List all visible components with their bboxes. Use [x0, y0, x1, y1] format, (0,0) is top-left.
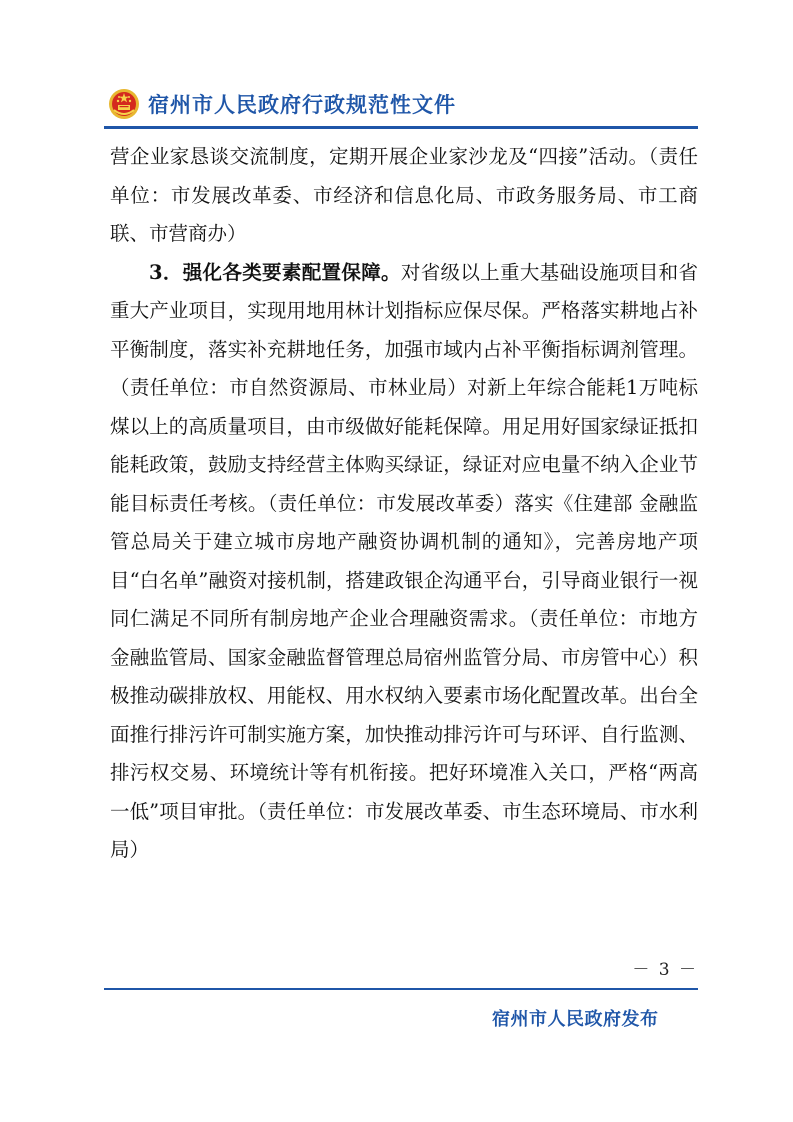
footer-divider [104, 988, 698, 990]
footer-publisher: 宿州市人民政府发布 [492, 1009, 659, 1030]
body-paragraph [110, 138, 698, 254]
page-number: － 3 － [632, 960, 698, 980]
item-heading: 3．强化各类要素配置保障。 [149, 260, 401, 284]
paragraph-text: 对省级以上重大基础设施项目和省重大产业项目，实现用地用林计划指标应保尽保。严格落实耕地占补平衡制度，落实补充耕地任务，加强市域内占补平衡指标调剂管理。（责任单位：市自然资源局、市林业局）对新上年综合能耗1万吨标煤以上的高质量项目，由市级做好能耗保障。用足用好国家绿证抵扣能耗政策，鼓励支持经营主体购买绿证，绿证对应电量不纳入企业节能目标责任考核。（责任单位：市发展改革委）落实《住建部 金融监管总局关于建立城市房地产融资协调机制的通知》，完善房地产项目“白名单”融资对接机制，搭建政银企沟通平台，引导商业银行一视同仁满足不同所有制房地产企业合理融资需求。（责任单位：市地方金融监管局、国家金融监督管理总局宿州监管分局、市房管中心）积极推动碳排放权、用能权、用水权纳入要素市场化配置改革。出台全面推行排污许可制实施方案，加快推动排污许可与环评、自行监测、排污权交易、环境统计等有机衔接。把好环境准入关口，严格“两高一低”项目审批。（责任单位：市发展改革委、市生态环境局、市水利局） [110, 260, 698, 861]
body-paragraph [110, 254, 698, 870]
header-divider [104, 126, 698, 129]
header-title: 宿州市人民政府行政规范性文件 [148, 93, 456, 117]
national-emblem-icon [108, 88, 140, 120]
document-header [108, 84, 698, 124]
document-body [110, 138, 698, 870]
paragraph-text: 营企业家恳谈交流制度，定期开展企业家沙龙及“四接”活动。（责任单位：市发展改革委、市经济和信息化局、市政务服务局、市工商联、市营商办） [110, 145, 698, 245]
